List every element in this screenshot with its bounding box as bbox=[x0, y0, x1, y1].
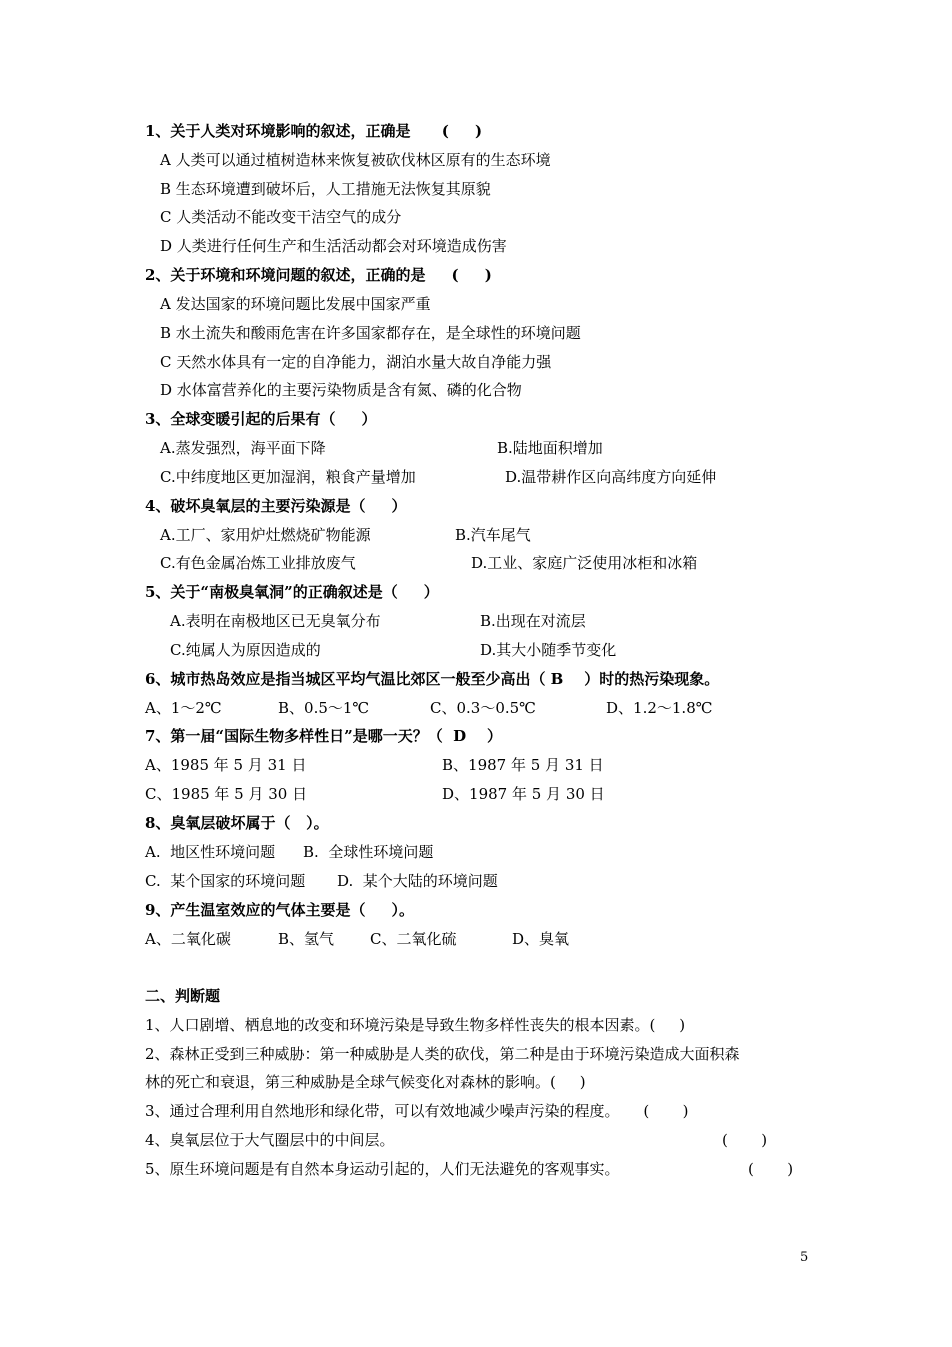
judgment-item-5: 5、原生环境问题是有自然本身运动引起的，人们无法避免的客观事实。 bbox=[145, 1160, 620, 1178]
judgment-item-5-answer-bracket: ( ) bbox=[748, 1160, 794, 1178]
question-9-option-c: C、二氧化硫 bbox=[370, 930, 457, 948]
question-5-stem: 5、关于“南极臭氧洞”的正确叙述是（ ） bbox=[145, 583, 439, 601]
question-4-stem: 4、破坏臭氧层的主要污染源是（ ） bbox=[145, 497, 407, 515]
judgment-item-2-line-1: 2、森林正受到三种威胁：第一种威胁是人类的砍伐，第二种是由于环境污染造成大面积森 bbox=[145, 1045, 740, 1063]
question-8-option-c: C. 某个国家的环境问题 bbox=[145, 872, 306, 890]
question-1-option-b: B 生态环境遭到破坏后，人工措施无法恢复其原貌 bbox=[160, 180, 491, 198]
question-7-option-d: D、1987 年 5 月 30 日 bbox=[442, 785, 605, 803]
question-3-option-a: A.蒸发强烈，海平面下降 bbox=[160, 439, 326, 457]
question-1-option-a: A 人类可以通过植树造林来恢复被砍伐林区原有的生态环境 bbox=[160, 151, 551, 169]
question-4-option-a: A.工厂、家用炉灶燃烧矿物能源 bbox=[160, 526, 371, 544]
question-5-option-b: B.出现在对流层 bbox=[480, 612, 586, 630]
question-6-option-c: C、0.3～0.5℃ bbox=[430, 699, 536, 717]
question-4-option-c: C.有色金属冶炼工业排放废气 bbox=[160, 554, 356, 572]
question-2-option-b: B 水土流失和酸雨危害在许多国家都存在，是全球性的环境问题 bbox=[160, 324, 581, 342]
question-8-option-a: A. 地区性环境问题 bbox=[145, 843, 276, 861]
question-9-option-d: D、臭氧 bbox=[512, 930, 570, 948]
judgment-item-3: 3、通过合理利用自然地形和绿化带，可以有效地减少噪声污染的程度。 ( ) bbox=[145, 1102, 689, 1120]
question-8-stem: 8、臭氧层破坏属于（ ）。 bbox=[145, 814, 329, 832]
question-7-option-a: A、1985 年 5 月 31 日 bbox=[145, 756, 307, 774]
question-9-option-a: A、二氧化碳 bbox=[145, 930, 231, 948]
judgment-item-2-line-2: 林的死亡和衰退，第三种威胁是全球气候变化对森林的影响。( ) bbox=[145, 1073, 586, 1091]
question-6-stem: 6、城市热岛效应是指当城区平均气温比郊区一般至少高出（ B ）时的热污染现象。 bbox=[145, 670, 720, 688]
judgment-item-4-answer-bracket: ( ) bbox=[722, 1131, 768, 1149]
question-9-option-b: B、氢气 bbox=[278, 930, 335, 948]
question-9-stem: 9、产生温室效应的气体主要是（ ）。 bbox=[145, 901, 415, 919]
question-2-option-c: C 天然水体具有一定的自净能力，湖泊水量大故自净能力强 bbox=[160, 353, 552, 371]
question-8-option-b: B. 全球性环境问题 bbox=[303, 843, 434, 861]
question-6-option-d: D、1.2～1.8℃ bbox=[606, 699, 713, 717]
question-5-option-a: A.表明在南极地区已无臭氧分布 bbox=[170, 612, 381, 630]
question-4-option-d: D.工业、家庭广泛使用冰柜和冰箱 bbox=[471, 554, 698, 572]
question-3-option-c: C.中纬度地区更加湿润，粮食产量增加 bbox=[160, 468, 416, 486]
question-2-option-d: D 水体富营养化的主要污染物质是含有氮、磷的化合物 bbox=[160, 381, 522, 399]
question-7-option-b: B、1987 年 5 月 31 日 bbox=[442, 756, 604, 774]
question-2-stem: 2、关于环境和环境问题的叙述，正确的是 ( ) bbox=[145, 266, 492, 284]
question-7-stem: 7、第一届“国际生物多样性日”是哪一天？（ D ） bbox=[145, 727, 503, 745]
question-4-option-b: B.汽车尾气 bbox=[455, 526, 531, 544]
question-3-option-b: B.陆地面积增加 bbox=[497, 439, 603, 457]
question-2-option-a: A 发达国家的环境问题比发展中国家严重 bbox=[160, 295, 431, 313]
section-2-heading: 二、判断题 bbox=[145, 987, 221, 1005]
question-6-option-a: A、1～2℃ bbox=[145, 699, 222, 717]
question-5-option-c: C.纯属人为原因造成的 bbox=[170, 641, 321, 659]
question-6-option-b: B、0.5～1℃ bbox=[278, 699, 370, 717]
question-3-stem: 3、全球变暖引起的后果有（ ） bbox=[145, 410, 377, 428]
question-3-option-d: D.温带耕作区向高纬度方向延伸 bbox=[505, 468, 717, 486]
question-1-option-d: D 人类进行任何生产和生活活动都会对环境造成伤害 bbox=[160, 237, 507, 255]
judgment-item-4: 4、臭氧层位于大气圈层中的中间层。 bbox=[145, 1131, 395, 1149]
question-5-option-d: D.其大小随季节变化 bbox=[480, 641, 617, 659]
judgment-item-1: 1、人口剧增、栖息地的改变和环境污染是导致生物多样性丧失的根本因素。( ) bbox=[145, 1016, 686, 1034]
question-1-stem: 1、关于人类对环境影响的叙述，正确是 ( ) bbox=[145, 122, 483, 140]
question-8-option-d: D. 某个大陆的环境问题 bbox=[337, 872, 498, 890]
question-7-option-c: C、1985 年 5 月 30 日 bbox=[145, 785, 308, 803]
question-1-option-c: C 人类活动不能改变干洁空气的成分 bbox=[160, 208, 402, 226]
page-number: 5 bbox=[800, 1250, 809, 1265]
